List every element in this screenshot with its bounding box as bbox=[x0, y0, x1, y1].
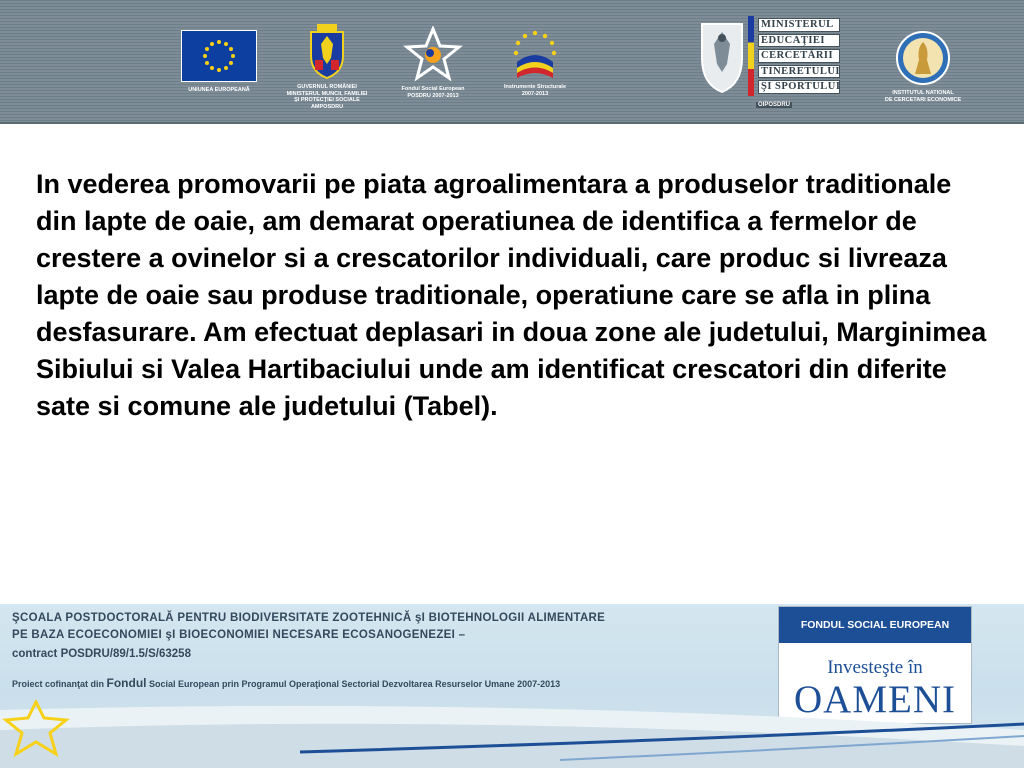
main-paragraph: In vederea promovarii pe piata agroalimentara a produselor traditionale din lapte de oaie, am demarat operatiunea de identifica a fermelor de crestere a ovinelor si a crescatorilor individuali, care produc si livreaza lapte de oaie sau produse traditionale, operatiune care se afla in plina desfasurare. Am efectuat deplasari in doua zone ale judetului, Marginimea Sibiului si Valea Hartibaciului unde am identificat crescatori din diferite sate si comune ale judetului (Tabel). bbox=[36, 169, 987, 421]
cofinancing-prefix: Proiect cofinanţat din bbox=[12, 679, 107, 689]
instrumente-structurale-icon bbox=[507, 28, 563, 80]
footer bbox=[0, 604, 1024, 768]
fse-star-icon bbox=[403, 26, 463, 82]
footer-school-title-line-2: PE BAZA ECOECONOMIEI şI BIOECONOMIEI NECESARE ECOSANOGENEZEI – bbox=[12, 629, 466, 641]
footer-contract-number: contract POSDRU/89/1.5/S/63258 bbox=[12, 648, 191, 660]
cofinancing-fondul: Fondul bbox=[106, 676, 147, 690]
fse-logo-caption: Fondul Social European POSDRU 2007-2013 bbox=[401, 86, 465, 99]
ministry-line-5: ŞI SPORTULUI bbox=[758, 80, 840, 94]
footer-cofinancing-note bbox=[12, 676, 560, 690]
ministry-crest-icon bbox=[696, 18, 748, 96]
fse-badge-invest: Investeşte în bbox=[827, 657, 923, 678]
coat-of-arms-icon bbox=[307, 24, 347, 80]
ministry-name bbox=[758, 18, 840, 96]
footer-school-title-line-1: ŞCOALA POSTDOCTORALĂ PENTRU BIODIVERSITATE ZOOTEHNICĂ şI BIOTEHNOLOGII ALIMENTARE bbox=[12, 612, 606, 624]
government-logo-caption: GUVERNUL ROMÂNIEI MINISTERUL MUNCII, FAMILIEI ŞI PROTECŢIEI SOCIALE AMPOSDRU bbox=[286, 84, 368, 110]
ministry-line-4: TINERETULUI bbox=[758, 65, 840, 79]
ministry-small-label: OIPOSDRU bbox=[758, 102, 791, 108]
eu-logo bbox=[180, 30, 258, 94]
eu-flag-icon bbox=[181, 30, 257, 82]
ministry-logo bbox=[696, 14, 846, 112]
ministry-line-2: EDUCAŢIEI bbox=[758, 34, 840, 48]
fse-badge-title: FONDUL SOCIAL EUROPEAN bbox=[779, 607, 971, 643]
footer-swoosh bbox=[0, 700, 1024, 768]
eu-logo-caption: UNIUNEA EUROPEANĂ bbox=[188, 87, 250, 93]
cofinancing-suffix: Social European prin Programul Operaţional Sectorial Dezvoltarea Resurselor Umane 2007-2013 bbox=[146, 679, 561, 689]
instrumente-structurale-logo bbox=[492, 28, 578, 97]
incd-logo bbox=[868, 30, 978, 103]
incd-logo-caption: INSTITUTUL NATIONAL DE CERCETARI ECONOMICE bbox=[884, 90, 962, 103]
instrumente-structurale-caption: Instrumente Structurale 2007-2013 bbox=[503, 84, 567, 97]
ministry-line-3: CERCETĂRII bbox=[758, 49, 840, 63]
fse-logo bbox=[392, 26, 474, 99]
tricolor-bar bbox=[748, 16, 754, 96]
government-logo bbox=[278, 24, 376, 110]
ministry-line-1: MINISTERUL bbox=[758, 18, 840, 32]
header-logo-band bbox=[0, 0, 1024, 124]
incd-medallion-icon bbox=[893, 30, 953, 86]
fse-badge-oameni: OAMENI bbox=[794, 678, 956, 721]
